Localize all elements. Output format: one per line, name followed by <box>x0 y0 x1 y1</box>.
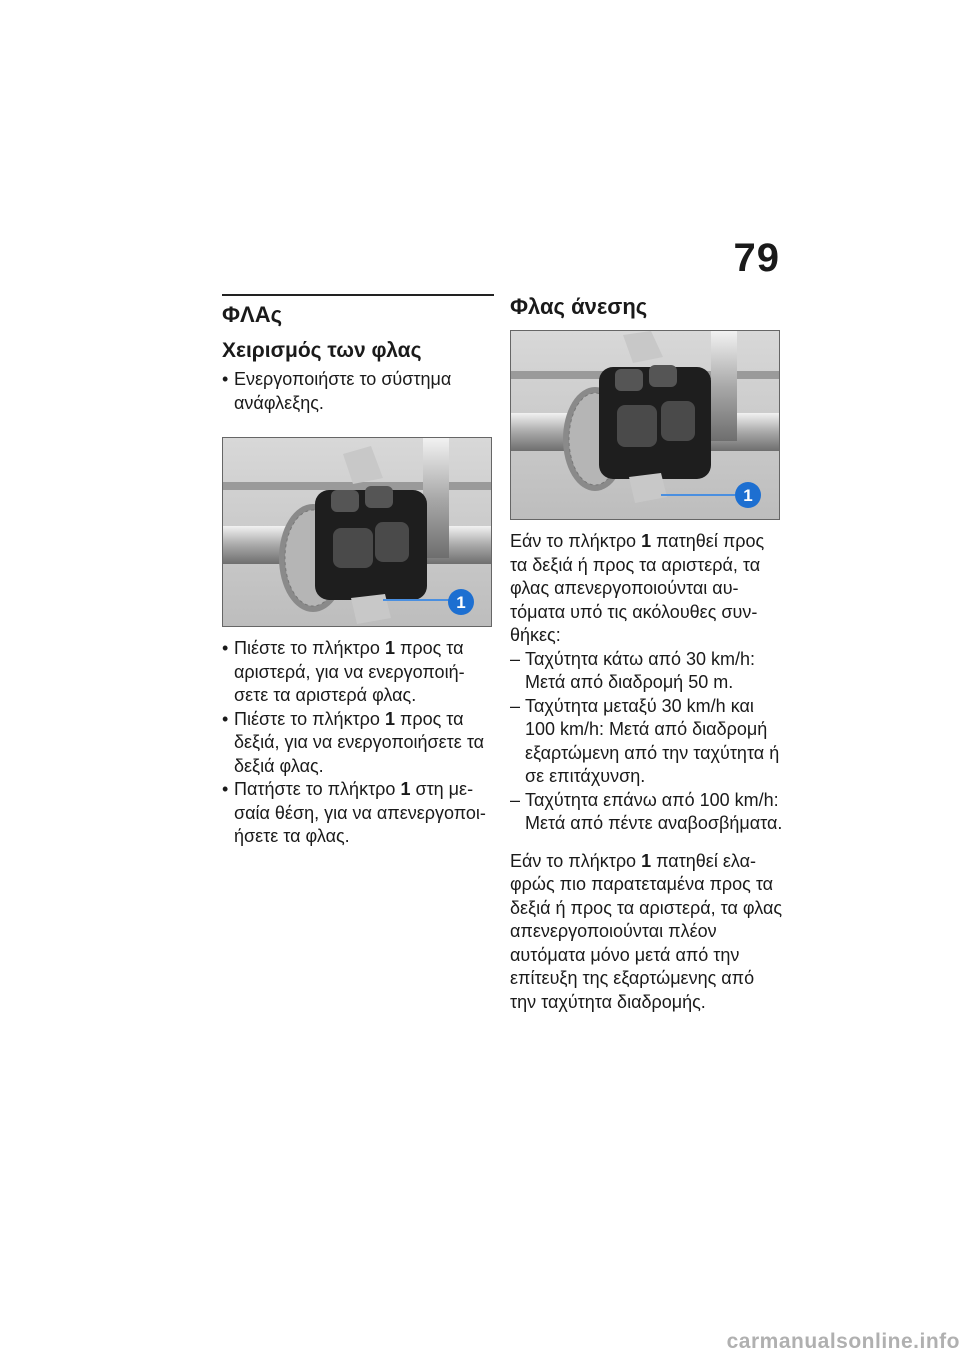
watermark: carmanualsonline.info <box>726 1330 960 1353</box>
figure-switch-left <box>222 437 492 627</box>
handlebar-switch-illustration <box>223 438 491 626</box>
dash-item-below-30: – Ταχύτητα κάτω από 30 km/h: Μετά από διαδρομή 50 m. <box>510 648 785 695</box>
callout-number: 1 <box>743 486 753 505</box>
left-column <box>222 294 494 849</box>
bullet-right-signal: • Πιέστε το πλήκτρο 1 προς τα δεξιά, για να ενεργοποιήσετε τα δεξιά φλας. <box>222 708 494 779</box>
bullet-left-signal: • Πιέστε το πλήκτρο 1 προς τα αριστερά, για να ενεργοποιή-σετε τα αριστερά φλας. <box>222 637 494 708</box>
callout-number: 1 <box>456 593 466 612</box>
sub-title-operation: Χειρισμός των φλας <box>222 339 422 362</box>
section-rule <box>222 294 494 296</box>
bullet-ignition <box>222 368 494 415</box>
right-column <box>510 294 785 1014</box>
figure-switch-right <box>510 330 780 520</box>
comfort-paragraph-1: Εάν το πλήκτρο 1 πατηθεί προς τα δεξιά ή προς τα αριστερά, τα φλας απενεργοποιούνται αυ-τόματα υπό τις ακόλουθες συν-θήκες: <box>510 531 765 645</box>
handlebar-switch-illustration <box>511 331 779 519</box>
page-number: 79 <box>733 236 780 280</box>
comfort-paragraph-2: Εάν το πλήκτρο 1 πατηθεί ελα-φρώς πιο παρατεταμένα προς τα δεξιά ή προς τα αριστερά, τα φλας απενεργοποιούνται πλέον αυτόματα μόνο μετά από την επίτευξη της εξαρτώμενης από την ταχύτητα διαδρομής. <box>510 850 783 1012</box>
left-bullet-list <box>222 637 494 849</box>
bullet-text: Ενεργοποιήστε το σύστημα ανάφλεξης. <box>234 369 452 413</box>
bullet-cancel-signal: • Πατήστε το πλήκτρο 1 στη με-σαία θέση, για να απενεργοποι-ήσετε τα φλας. <box>222 778 494 849</box>
comfort-indicator-title: Φλας άνεσης <box>510 294 648 319</box>
dash-item-30-100: – Ταχύτητα μεταξύ 30 km/h και 100 km/h: Μετά από διαδρομή εξαρτώμενη από την ταχύτητα ή σε επιτάχυνση. <box>510 695 785 789</box>
section-title: ΦΛΑς <box>222 302 283 327</box>
dash-item-above-100: – Ταχύτητα επάνω από 100 km/h: Μετά από πέντε αναβοσβήματα. <box>510 789 785 836</box>
